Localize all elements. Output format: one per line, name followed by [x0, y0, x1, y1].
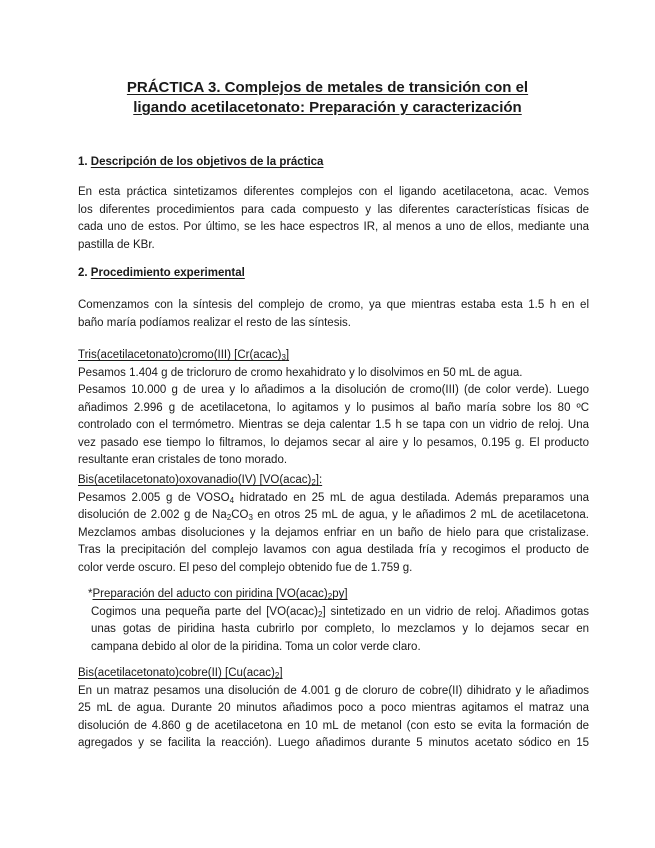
aducto-block — [88, 586, 589, 656]
paragraph-line: disolución de 4.860 g de acetilacetona en 10 mL de metanol (con esto se evita la formación de — [78, 719, 589, 732]
section-2-number: 2. — [78, 267, 88, 279]
paragraph-line: unas gotas de piridina hasta cubrirlo por completo, lo mezclamos y lo dejamos secar en — [91, 623, 589, 635]
paragraph-line: controlado con el termómetro. Mientras se deja calentar 1.5 h se tapa con un vidrio de reloj. Una — [78, 419, 589, 431]
section-1-paragraph — [78, 184, 589, 254]
vanadio-label: Bis(acetilacetonato)oxovanadio(IV) $[VO(acac)_2]$: — [78, 474, 323, 487]
paragraph-line: Cogimos una pequeña parte del $[VO(acac)_2]$ sintetizado en un vidrio de reloj. Añadimos gotas — [91, 605, 589, 619]
section-1-heading — [78, 156, 323, 168]
paragraph-line: disolución de 2.002 g de $Na_2CO_3$ en otros 25 mL de agua, y le añadimos 2 mL de acetilacetona. — [78, 509, 589, 522]
cromo-block — [78, 347, 589, 470]
section-2-heading — [78, 267, 245, 279]
cromo-label: Tris(acetilacetonato)cromo(III) $[Cr(acac)_3]$ — [78, 349, 290, 362]
title-line-2: ligando acetilacetonato: Preparación y caracterización — [133, 99, 522, 116]
paragraph-line: Mezclamos ambas disoluciones y la dejamos enfriar en un baño de hielo para que cristalizase. — [78, 526, 589, 539]
paragraph-line: Pesamos 1.404 g de tricloruro de cromo hexahidrato y lo disolvimos en 50 mL de agua. — [78, 366, 523, 379]
paragraph-line: En esta práctica sintetizamos diferentes complejos con el ligando acetilacetona, acac. Vemos — [78, 186, 589, 198]
paragraph-line: añadimos 2.996 g de acetilacetona, lo agitamos y lo pusimos al baño maría sobre los 80 ºC — [78, 401, 589, 414]
paragraph-line: los diferentes procedimientos para cada compuesto y las diferentes características físicas de — [78, 203, 589, 216]
paragraph-line: baño maría podíamos realizar el resto de las síntesis. — [78, 316, 351, 329]
aducto-label: *Preparación del aducto con piridina $[VO(acac)_2py]$ — [88, 588, 348, 601]
paragraph-line: Tras la precipitación del complejo lavamos con agua destilada fría y recogimos el producto de — [78, 544, 589, 556]
vanadio-block — [78, 472, 589, 577]
paragraph-line: color verde oscuro. El peso del complejo obtenido fue de 1.759 g. — [78, 561, 413, 574]
paragraph-line: resultante eran cristales de tono morado. — [78, 454, 288, 466]
title-line-1: PRÁCTICA 3. Complejos de metales de transición con el — [126, 79, 529, 96]
cobre-label: Bis(acetilacetonato)cobre(II) $[Cu(acac)_2]$ — [78, 667, 283, 680]
paragraph-line: agregados y se facilita la reacción). Luego añadimos durante 5 minutos acetato sódico en 15 — [78, 737, 589, 749]
paragraph-line: cada uno de estos. Por último, se les hace espectros IR, al menos a uno de ellos, mediante una — [78, 221, 589, 233]
section-2-title: Procedimiento experimental — [90, 267, 245, 279]
paragraph-line: 25 mL de agua. Durante 20 minutos añadimos poco a poco mientras agitamos el matraz una — [78, 702, 589, 714]
paragraph-line: Comenzamos con la síntesis del complejo de cromo, ya que mientras estaba esta 1.5 h en el — [78, 299, 589, 311]
paragraph-line: Pesamos 10.000 g de urea y lo añadimos a la disolución de cromo(III) (de color verde). Luego — [78, 384, 589, 396]
paragraph-line: vez pasado ese tiempo lo filtramos, lo dejamos secar al aire y lo pesamos, 0.195 g. El producto — [78, 436, 589, 449]
section-1-number: 1. — [78, 156, 88, 168]
paragraph-line: Pesamos 2.005 g de $VOSO_4$ hidratado en 25 mL de agua destilada. Además preparamos una — [78, 491, 589, 505]
paragraph-line: campana debido al olor de la piridina. Toma un color verde claro. — [91, 640, 421, 653]
paragraph-line: En un matraz pesamos una disolución de 4.001 g de cloruro de cobre(II) dihidrato y le añadimos — [78, 684, 589, 697]
paragraph-line: pastilla de KBr. — [78, 238, 155, 251]
cobre-block — [78, 665, 589, 753]
section-2-intro — [78, 297, 589, 332]
section-1-title: Descripción de los objetivos de la práctica — [90, 156, 324, 168]
